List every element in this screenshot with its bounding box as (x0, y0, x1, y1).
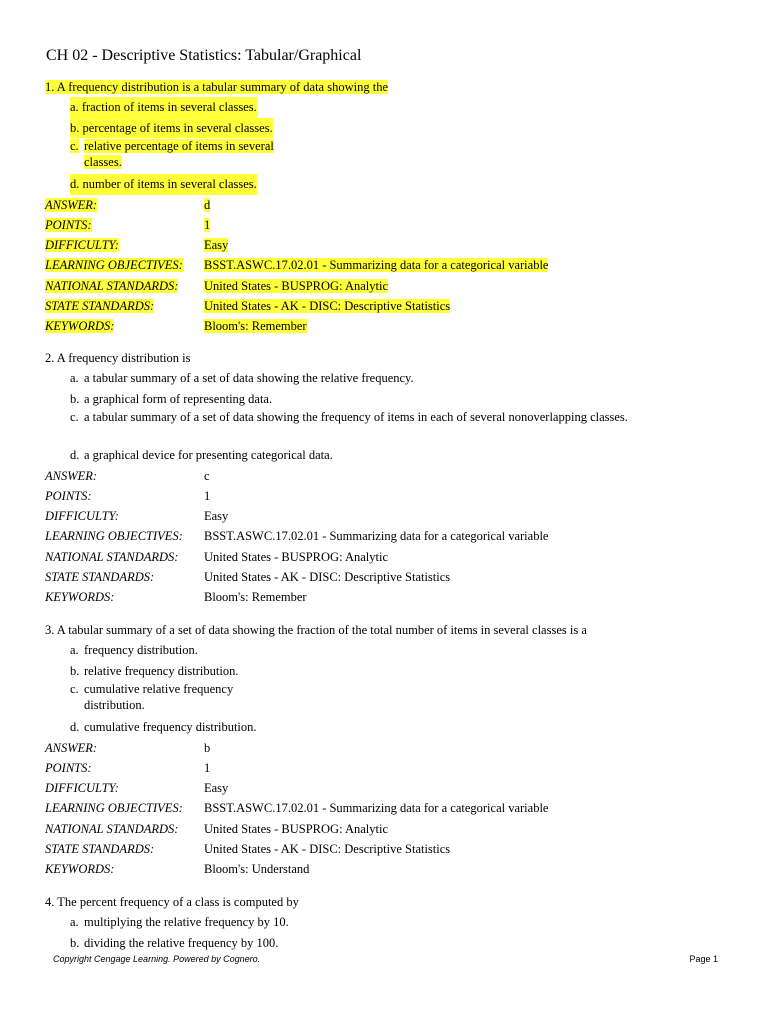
option-a: a. frequency distribution. (70, 643, 198, 657)
question-4 (45, 892, 725, 953)
page-number: Page 1 (689, 954, 718, 964)
option-list (45, 912, 725, 953)
points-row: POINTS: 1 (45, 217, 211, 232)
learning-objectives-row: LEARNING OBJECTIVES: BSST.ASWC.17.02.01 - Summarizing data for a categorical variable (45, 529, 549, 544)
option-text: relative percentage of items in several classes. (84, 139, 274, 169)
difficulty-row: DIFFICULTY: Easy (45, 238, 229, 253)
question-stem: 2. A frequency distribution is (45, 351, 191, 365)
option-d (45, 174, 725, 195)
points-row: POINTS: 1 (45, 760, 211, 775)
state-standards-row: STATE STANDARDS: United States - AK - DISC: Descriptive Statistics (45, 298, 451, 313)
national-standards-row: NATIONAL STANDARDS: United States - BUSPROG: Analytic (45, 821, 389, 836)
national-standards-row: NATIONAL STANDARDS: United States - BUSPROG: Analytic (45, 549, 389, 564)
option-text: fraction of items in several classes. (81, 100, 257, 114)
option-d: d. cumulative frequency distribution. (70, 720, 257, 734)
answer-row: ANSWER: c (45, 468, 210, 483)
option-b: b. a graphical form of representing data. (70, 391, 273, 406)
option-list (45, 640, 725, 738)
option-letter: d. (70, 177, 80, 191)
keywords-row: KEYWORDS: Bloom's: Remember (45, 590, 307, 605)
option-d: d. a graphical device for presenting categorical data. (70, 448, 333, 462)
question-metadata (45, 738, 725, 880)
question-2 (45, 348, 725, 608)
option-a (45, 97, 725, 118)
learning-objectives-row: LEARNING OBJECTIVES: BSST.ASWC.17.02.01 - Summarizing data for a categorical variable (45, 258, 549, 273)
option-c (45, 138, 725, 174)
option-list (45, 368, 725, 466)
keywords-row: KEYWORDS: Bloom's: Remember (45, 319, 307, 334)
difficulty-row: DIFFICULTY: Easy (45, 781, 229, 796)
option-b: b. dividing the relative frequency by 100. (70, 935, 279, 950)
question-stem: 3. A tabular summary of a set of data showing the fraction of the total number of items in several classes is a (45, 623, 587, 637)
option-c: c. cumulative relative frequency distribution. (70, 682, 234, 712)
state-standards-row: STATE STANDARDS: United States - AK - DISC: Descriptive Statistics (45, 569, 451, 584)
option-text: number of items in several classes. (82, 177, 257, 191)
answer-row: ANSWER: d (45, 197, 211, 212)
question-metadata (45, 195, 725, 337)
question-stem: 1. A frequency distribution is a tabular summary of data showing the (45, 80, 388, 94)
option-a: a. multiplying the relative frequency by 10. (70, 915, 289, 929)
option-list (45, 97, 725, 195)
option-a: a. a tabular summary of a set of data showing the relative frequency. (70, 371, 414, 385)
question-metadata (45, 466, 725, 608)
option-letter: c. (70, 139, 79, 153)
option-c: c. a tabular summary of a set of data showing the frequency of items in each of several nonoverlapping classes. (70, 410, 628, 424)
keywords-row: KEYWORDS: Bloom's: Understand (45, 862, 310, 877)
points-row: POINTS: 1 (45, 488, 211, 503)
copyright-text: Copyright Cengage Learning. Powered by Cognero. (53, 954, 261, 964)
question-stem: 4. The percent frequency of a class is computed by (45, 895, 299, 909)
option-text: percentage of items in several classes. (82, 120, 273, 135)
option-letter: b. (70, 120, 80, 135)
option-b (45, 118, 725, 139)
question-3 (45, 620, 725, 880)
option-letter: a. (70, 100, 79, 114)
answer-row: ANSWER: b (45, 740, 211, 755)
difficulty-row: DIFFICULTY: Easy (45, 509, 229, 524)
state-standards-row: STATE STANDARDS: United States - AK - DISC: Descriptive Statistics (45, 841, 451, 856)
page-title: CH 02 - Descriptive Statistics: Tabular/Graphical (46, 47, 362, 64)
learning-objectives-row: LEARNING OBJECTIVES: BSST.ASWC.17.02.01 - Summarizing data for a categorical variable (45, 801, 549, 816)
question-1 (45, 77, 725, 337)
option-b: b. relative frequency distribution. (70, 663, 239, 678)
national-standards-row: NATIONAL STANDARDS: United States - BUSPROG: Analytic (45, 278, 389, 293)
